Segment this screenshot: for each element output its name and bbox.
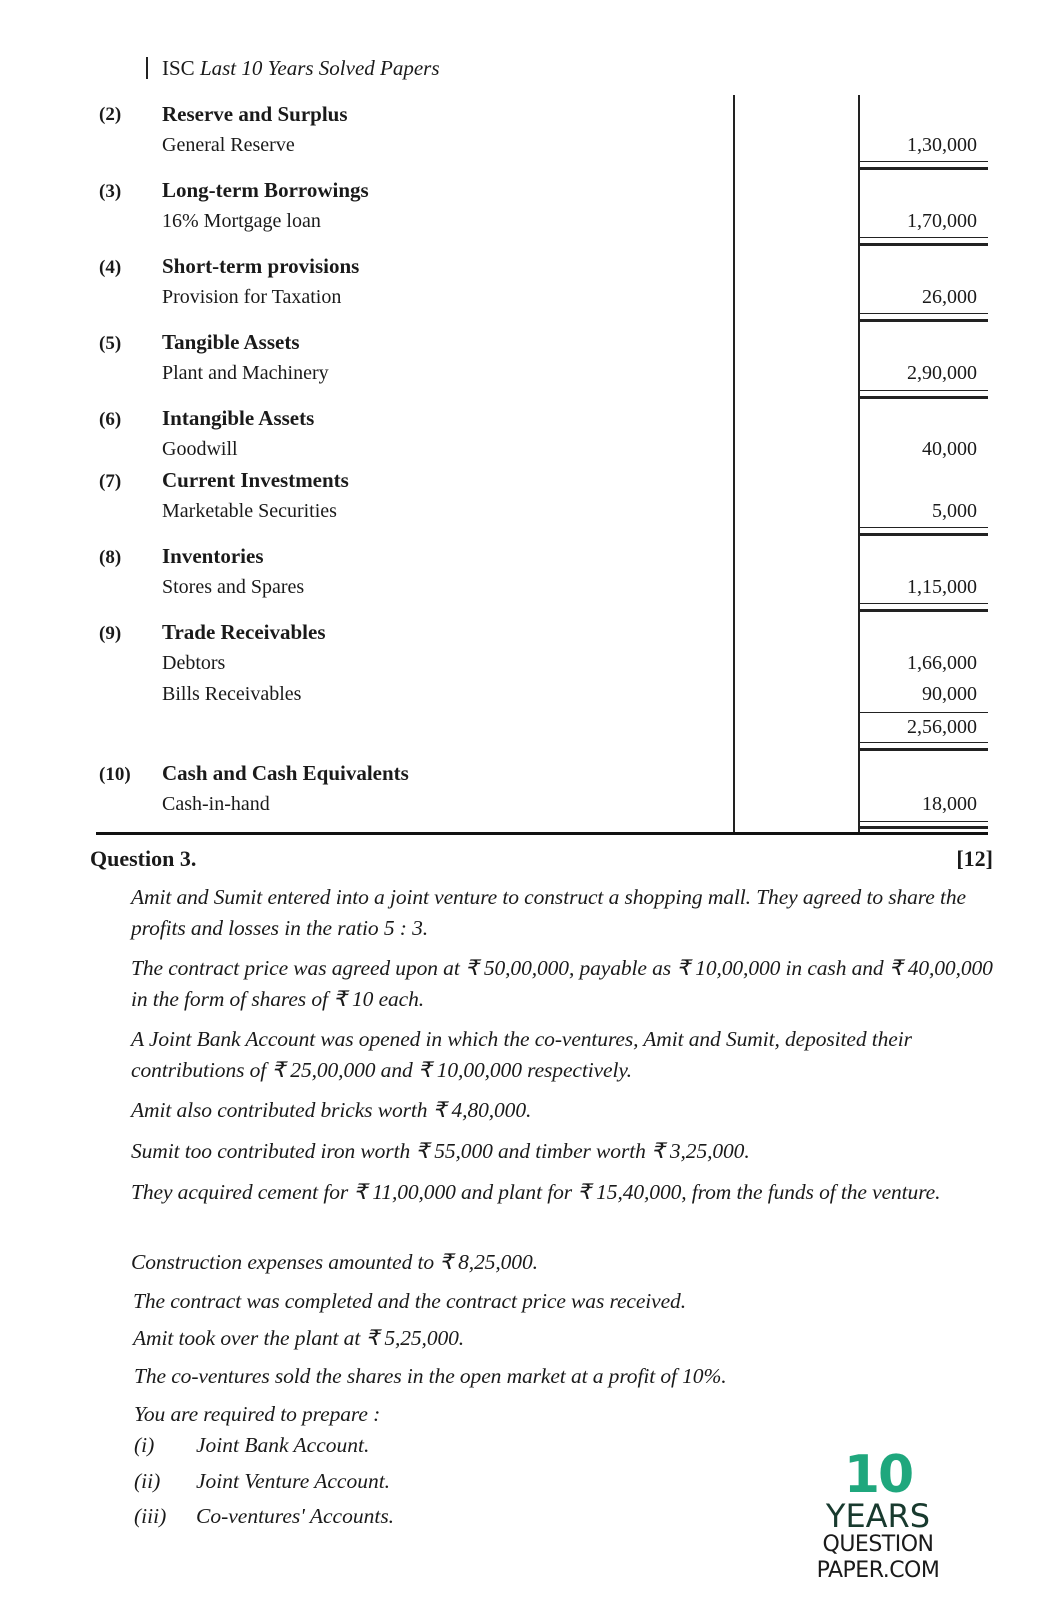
note-item-amount: 90,000 xyxy=(922,683,977,705)
note-number: (3) xyxy=(99,181,122,202)
logo-years: YEARS xyxy=(825,1497,931,1535)
note-item: Debtors xyxy=(162,652,226,674)
note-number: (5) xyxy=(99,333,122,354)
header-divider xyxy=(146,57,148,79)
note-total: 5,000 xyxy=(932,500,977,522)
double-underline xyxy=(860,533,988,536)
double-underline xyxy=(860,243,988,246)
table-bottom-rule xyxy=(96,832,988,835)
note-total: 1,30,000 xyxy=(907,134,977,156)
requirement-text: Co-ventures' Accounts. xyxy=(196,1504,395,1528)
table-column-divider-2 xyxy=(858,95,860,832)
double-underline xyxy=(860,609,988,612)
requirement-item xyxy=(134,1504,394,1529)
underline xyxy=(860,237,988,238)
note-item: Goodwill xyxy=(162,438,238,460)
note-total: 2,56,000 xyxy=(907,716,977,738)
underline xyxy=(860,390,988,391)
underline xyxy=(860,313,988,314)
underline xyxy=(860,603,988,604)
question-paragraph: Amit and Sumit entered into a joint venture to construct a shopping mall. They agreed to share the profits and losses in the ratio 5 : 3. xyxy=(131,885,966,940)
note-number: (7) xyxy=(99,471,122,492)
note-item: 16% Mortgage loan xyxy=(162,210,321,232)
header-prefix: ISC xyxy=(162,56,195,80)
note-title: Tangible Assets xyxy=(162,330,300,354)
double-underline xyxy=(860,396,988,399)
note-title: Inventories xyxy=(162,544,264,568)
note-number: (6) xyxy=(99,409,122,430)
note-item-amount: 1,66,000 xyxy=(907,652,977,674)
underline xyxy=(860,161,988,162)
note-total: 18,000 xyxy=(922,793,977,815)
logo-site: QUESTION PAPER.COM xyxy=(816,1532,940,1583)
note-title: Reserve and Surplus xyxy=(162,102,348,126)
note-number: (10) xyxy=(99,764,131,785)
note-item: Stores and Spares xyxy=(162,576,305,598)
underline xyxy=(860,742,988,743)
question-paragraph: You are required to prepare : xyxy=(134,1402,381,1426)
note-total: 26,000 xyxy=(922,286,977,308)
note-total: 1,70,000 xyxy=(907,210,977,232)
note-number: (2) xyxy=(99,104,122,125)
note-item: Provision for Taxation xyxy=(162,286,342,308)
note-total: 2,90,000 xyxy=(907,362,977,384)
question-paragraph: The contract was completed and the contract price was received. xyxy=(133,1289,686,1313)
double-underline xyxy=(860,748,988,751)
note-number: (9) xyxy=(99,623,122,644)
subtotal-line xyxy=(860,712,988,713)
note-item: Bills Receivables xyxy=(162,683,302,705)
question-paragraph: They acquired cement for ₹ 11,00,000 and plant for ₹ 15,40,000, from the funds of the venture. xyxy=(131,1180,941,1204)
question-title: Question 3. xyxy=(90,846,197,871)
question-paragraph: The co-ventures sold the shares in the open market at a profit of 10%. xyxy=(134,1364,727,1388)
question-paragraph: Amit took over the plant at ₹ 5,25,000. xyxy=(133,1326,465,1350)
note-title: Short-term provisions xyxy=(162,254,360,278)
question-paragraph: A Joint Bank Account was opened in which the co-ventures, Amit and Sumit, deposited their contributions of ₹ 25,00,000 and ₹ 10,00,000 respectively. xyxy=(131,1027,912,1082)
note-number: (8) xyxy=(99,547,122,568)
double-underline xyxy=(860,826,988,829)
question-paragraph: The contract price was agreed upon at ₹ 50,00,000, payable as ₹ 10,00,000 in cash and ₹ 40,00,000 in the form of shares of ₹ 10 each. xyxy=(131,956,993,1011)
note-item-amount: 40,000 xyxy=(922,438,977,460)
logo-number: 10 xyxy=(843,1445,913,1505)
note-title: Cash and Cash Equivalents xyxy=(162,761,409,785)
requirement-number: (i) xyxy=(134,1433,155,1457)
note-title: Intangible Assets xyxy=(162,406,315,430)
note-item: General Reserve xyxy=(162,134,295,156)
note-item: Cash-in-hand xyxy=(162,793,270,815)
double-underline xyxy=(860,319,988,322)
note-title: Current Investments xyxy=(162,468,349,492)
running-header xyxy=(146,56,440,81)
requirement-text: Joint Venture Account. xyxy=(196,1469,391,1493)
requirement-text: Joint Bank Account. xyxy=(196,1433,370,1457)
question-paragraph: Sumit too contributed iron worth ₹ 55,000 and timber worth ₹ 3,25,000. xyxy=(131,1139,750,1163)
note-title: Long-term Borrowings xyxy=(162,178,369,202)
requirement-item xyxy=(134,1469,390,1494)
question-paragraph: Amit also contributed bricks worth ₹ 4,80,000. xyxy=(131,1098,532,1122)
requirement-number: (iii) xyxy=(134,1504,167,1528)
underline xyxy=(860,821,988,822)
note-title: Trade Receivables xyxy=(162,620,326,644)
table-column-divider-1 xyxy=(733,95,735,832)
underline xyxy=(860,527,988,528)
double-underline xyxy=(860,167,988,170)
question-marks: [12] xyxy=(956,846,993,871)
note-total: 1,15,000 xyxy=(907,576,977,598)
note-number: (4) xyxy=(99,257,122,278)
header-title: Last 10 Years Solved Papers xyxy=(199,56,440,80)
question-paragraph: Construction expenses amounted to ₹ 8,25,000. xyxy=(131,1250,538,1274)
note-item: Marketable Securities xyxy=(162,500,337,522)
requirement-number: (ii) xyxy=(134,1469,161,1493)
watermark-logo xyxy=(758,1445,998,1584)
requirement-item xyxy=(134,1433,369,1458)
note-item: Plant and Machinery xyxy=(162,362,329,384)
